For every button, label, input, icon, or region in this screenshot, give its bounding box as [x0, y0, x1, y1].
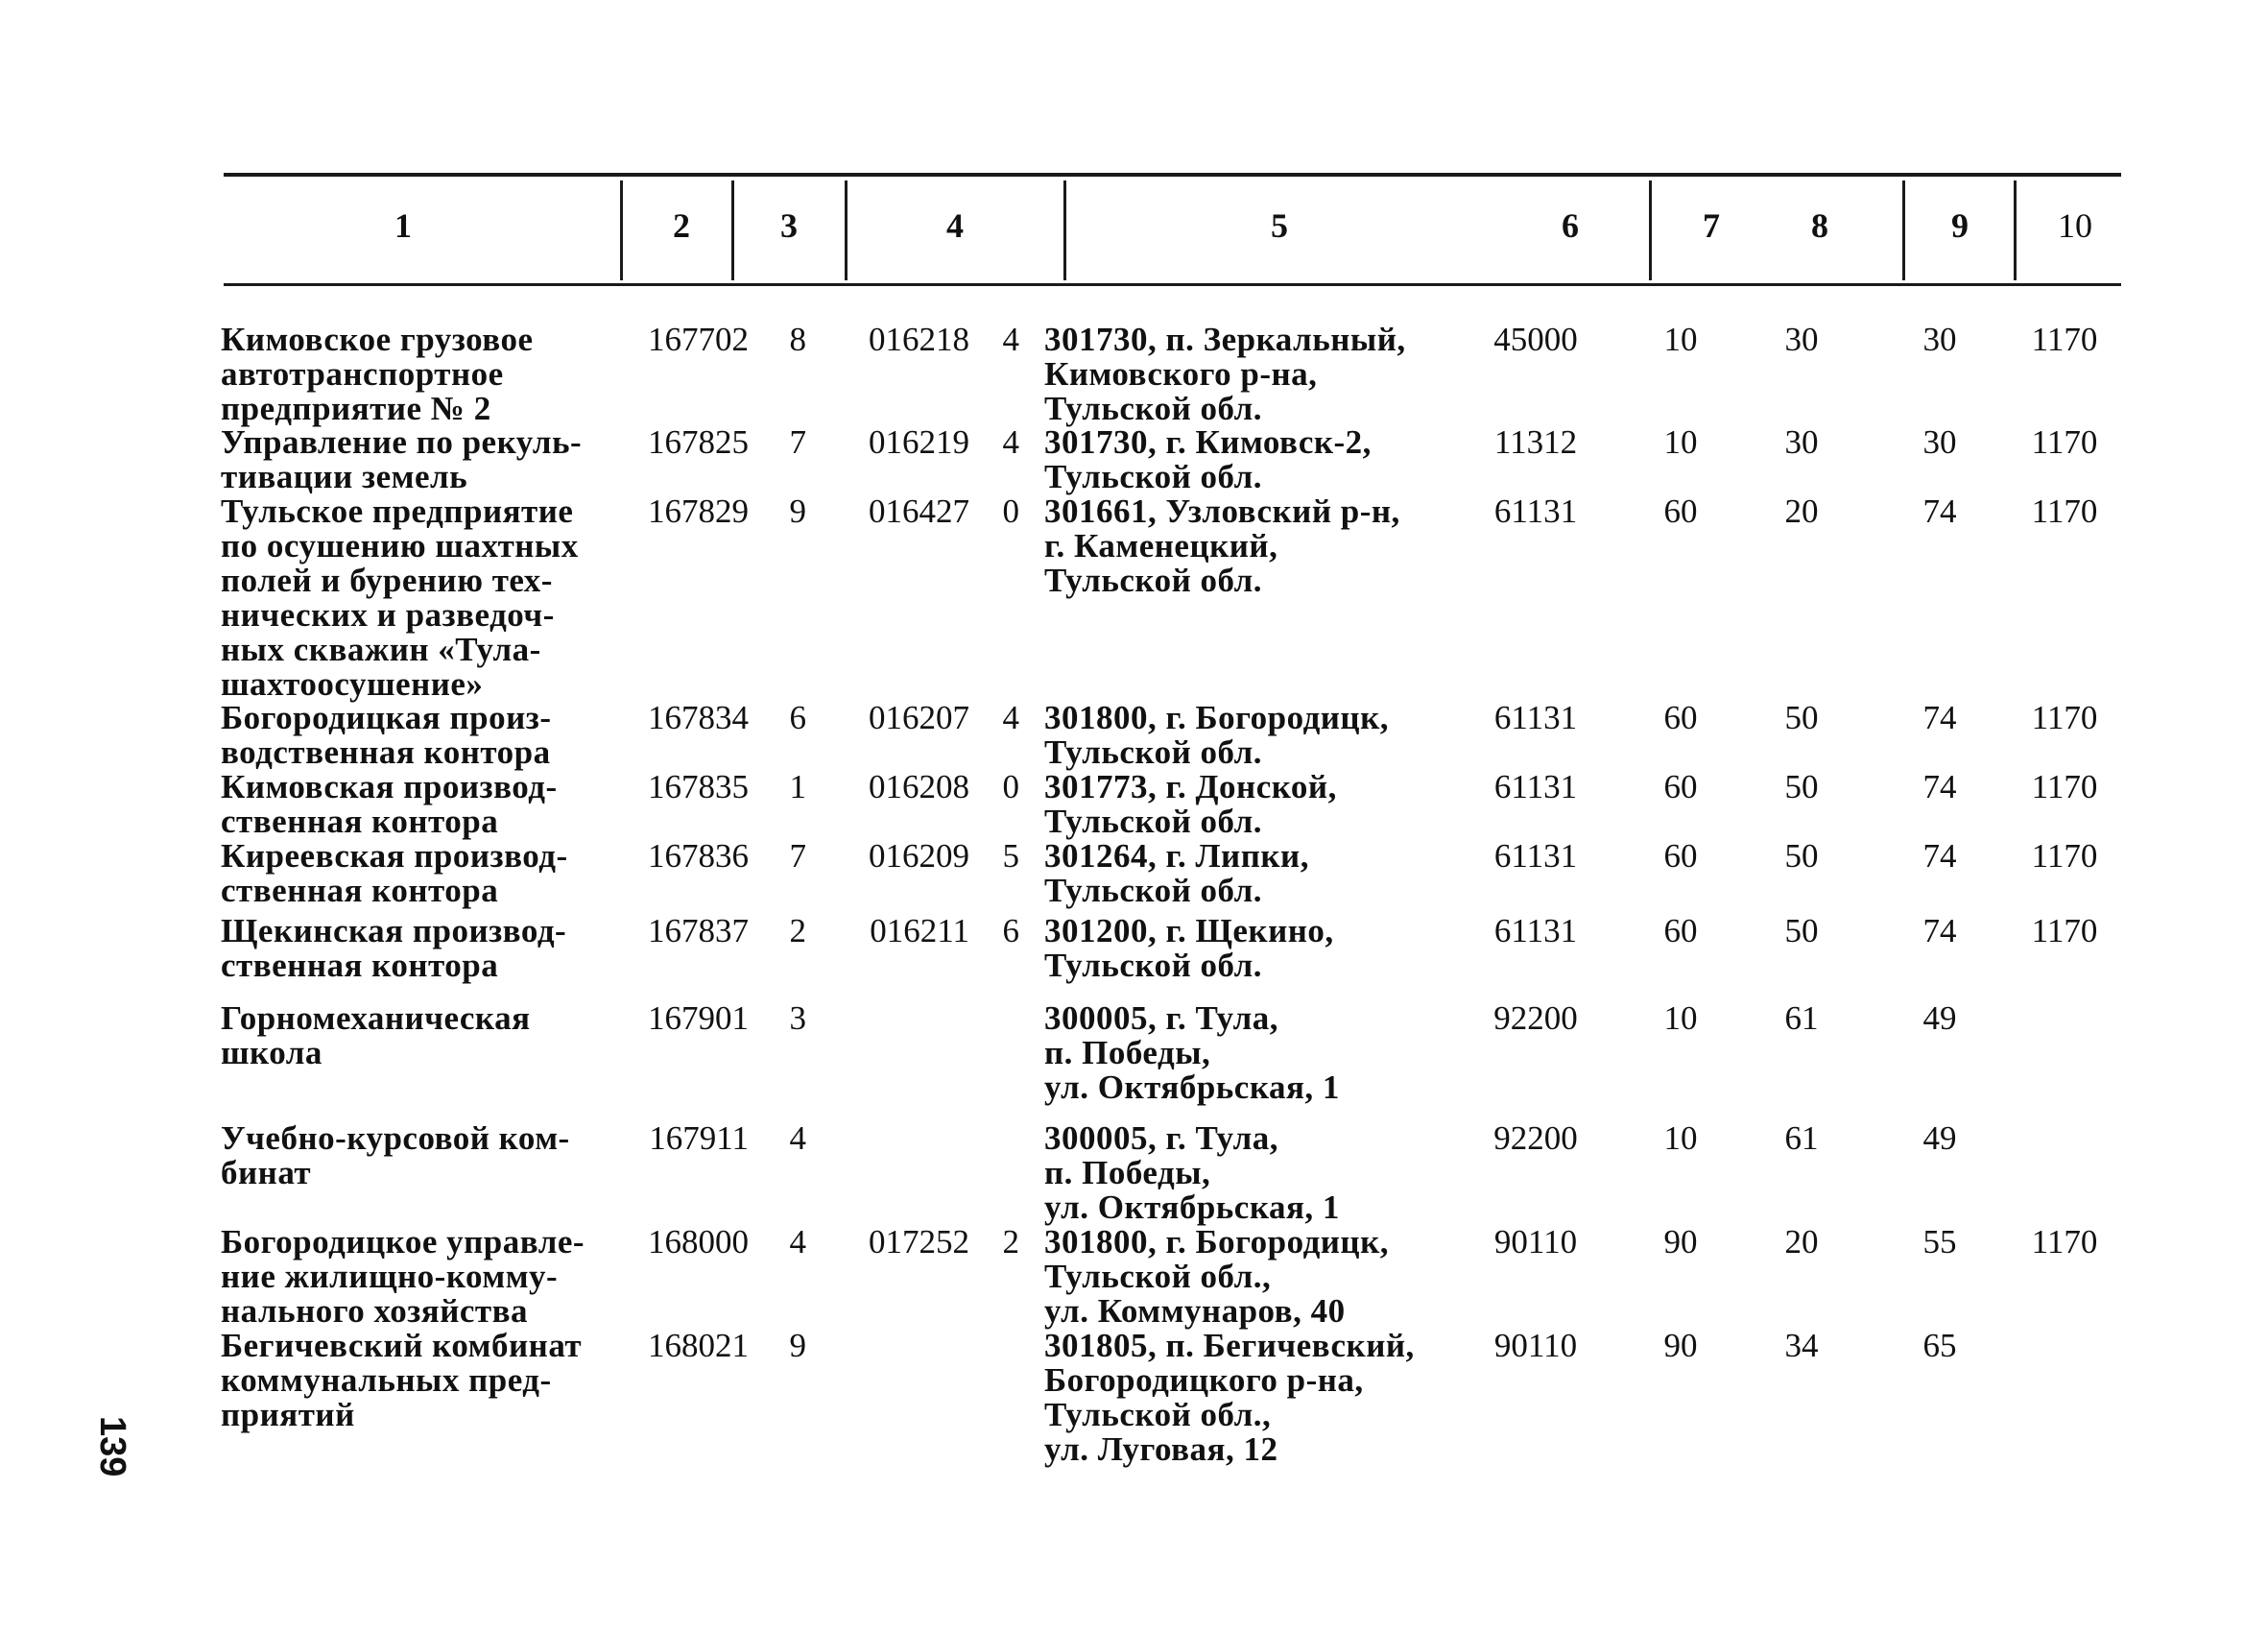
header-col-8: 8: [1811, 206, 1828, 245]
org-address: 300005, г. Тула, п. Победы, ул. Октябрьская, 1: [1044, 1119, 1340, 1226]
col-7-value: 10: [1663, 999, 1698, 1037]
col-7-value: 60: [1663, 768, 1698, 805]
col-7-value: 10: [1663, 1119, 1698, 1157]
col-9-value: 74: [1922, 492, 1957, 530]
org-check-digit: 9: [789, 1327, 806, 1364]
col-6-value: 61131: [1493, 837, 1578, 875]
org-code: 168021: [648, 1327, 749, 1364]
col-9-value: 65: [1922, 1327, 1957, 1364]
column-divider: [1902, 180, 1905, 280]
col-9-value: 49: [1922, 1119, 1957, 1157]
col-7-value: 60: [1663, 699, 1698, 736]
col-9-value: 74: [1922, 768, 1957, 805]
col-8-value: 61: [1784, 999, 1819, 1037]
org-code: 167911: [649, 1119, 749, 1157]
col-6-value: 61131: [1493, 492, 1578, 530]
okonh-code: 016209: [869, 837, 969, 875]
page-number: 139: [92, 1416, 132, 1477]
col-7-value: 90: [1663, 1327, 1698, 1364]
col-8-value: 20: [1784, 1223, 1819, 1261]
col-6-value: 92200: [1493, 1119, 1578, 1157]
org-address: 301800, г. Богородицк, Тульской обл., ул. Коммунаров, 40: [1044, 1223, 1390, 1330]
col-8-value: 50: [1784, 912, 1819, 949]
col-8-value: 30: [1784, 423, 1819, 461]
col-8-value: 34: [1784, 1327, 1819, 1364]
okonh-code: 016211: [870, 912, 969, 949]
col-7-value: 60: [1663, 837, 1698, 875]
org-check-digit: 1: [789, 768, 806, 805]
org-name: Кимовская производ- ственная контора: [221, 768, 558, 840]
okonh-code: 016208: [869, 768, 969, 805]
header-col-10: 10: [2058, 206, 2092, 245]
org-code: 167834: [648, 699, 749, 736]
org-address: 301661, Узловский р-н, г. Каменецкий, Тульской обл.: [1044, 492, 1400, 599]
column-divider: [620, 180, 623, 280]
org-code: 167901: [648, 999, 749, 1037]
col-6-value: 90110: [1493, 1327, 1578, 1364]
org-code: 168000: [648, 1223, 749, 1261]
header-col-7: 7: [1703, 206, 1720, 245]
org-check-digit: 4: [789, 1223, 806, 1261]
okonh-code: 017252: [869, 1223, 969, 1261]
org-check-digit: 2: [789, 912, 806, 949]
okonh-check-digit: 0: [1002, 768, 1019, 805]
col-9-value: 74: [1922, 837, 1957, 875]
org-name: Бегичевский комбинат коммунальных пред- приятий: [221, 1327, 583, 1433]
org-check-digit: 7: [789, 423, 806, 461]
org-code: 167837: [648, 912, 749, 949]
org-name: Богородицкое управле- ние жилищно-комму- нального хозяйства: [221, 1223, 585, 1330]
okonh-check-digit: 5: [1002, 837, 1019, 875]
column-divider: [845, 180, 848, 280]
org-address: 301730, п. Зеркальный, Кимовского р-на, Тульской обл.: [1044, 321, 1406, 427]
col-7-value: 10: [1663, 423, 1698, 461]
okonh-code: 016219: [869, 423, 969, 461]
col-9-value: 74: [1922, 699, 1957, 736]
okonh-check-digit: 4: [1002, 699, 1019, 736]
okonh-code: 016427: [869, 492, 969, 530]
org-name: Богородицкая произ- водственная контора: [221, 699, 552, 771]
org-code: 167702: [648, 321, 749, 358]
col-9-value: 55: [1922, 1223, 1957, 1261]
okonh-code: 016218: [869, 321, 969, 358]
header-col-2: 2: [673, 206, 690, 245]
okonh-check-digit: 0: [1002, 492, 1019, 530]
header-col-1: 1: [394, 206, 412, 245]
column-divider: [1649, 180, 1652, 280]
org-address: 301264, г. Липки, Тульской обл.: [1044, 837, 1309, 909]
org-check-digit: 3: [789, 999, 806, 1037]
header-bottom-rule: [224, 283, 2121, 286]
col-9-value: 49: [1922, 999, 1957, 1037]
col-7-value: 90: [1663, 1223, 1698, 1261]
header-col-5: 5: [1271, 206, 1288, 245]
col-6-value: 90110: [1493, 1223, 1578, 1261]
col-7-value: 60: [1663, 912, 1698, 949]
col-9-value: 30: [1922, 321, 1957, 358]
org-code: 167825: [648, 423, 749, 461]
okonh-check-digit: 4: [1002, 321, 1019, 358]
col-9-value: 74: [1922, 912, 1957, 949]
col-10-value: 1170: [2031, 837, 2098, 875]
header-col-9: 9: [1951, 206, 1969, 245]
col-8-value: 50: [1784, 837, 1819, 875]
column-divider: [2014, 180, 2017, 280]
col-8-value: 50: [1784, 768, 1819, 805]
org-name: Щекинская производ- ственная контора: [221, 912, 567, 984]
header-col-3: 3: [780, 206, 798, 245]
org-name: Управление по рекуль- тивации земель: [221, 423, 583, 495]
org-name: Горномеханическая школа: [221, 999, 531, 1071]
col-8-value: 61: [1784, 1119, 1819, 1157]
org-address: 301730, г. Кимовск-2, Тульской обл.: [1044, 423, 1372, 495]
col-8-value: 30: [1784, 321, 1819, 358]
org-address: 301200, г. Щекино, Тульской обл.: [1044, 912, 1334, 984]
col-8-value: 50: [1784, 699, 1819, 736]
col-10-value: 1170: [2031, 699, 2098, 736]
okonh-check-digit: 6: [1002, 912, 1019, 949]
col-6-value: 61131: [1493, 912, 1578, 949]
org-address: 301773, г. Донской, Тульской обл.: [1044, 768, 1337, 840]
col-10-value: 1170: [2031, 321, 2098, 358]
org-code: 167829: [648, 492, 749, 530]
col-10-value: 1170: [2031, 423, 2098, 461]
col-6-value: 61131: [1493, 699, 1578, 736]
col-8-value: 20: [1784, 492, 1819, 530]
col-10-value: 1170: [2031, 1223, 2098, 1261]
col-6-value: 45000: [1493, 321, 1578, 358]
org-name: Киреевская производ- ственная контора: [221, 837, 568, 909]
col-10-value: 1170: [2031, 768, 2098, 805]
org-address: 300005, г. Тула, п. Победы, ул. Октябрьская, 1: [1044, 999, 1340, 1106]
table-top-rule: [224, 173, 2121, 177]
okonh-code: 016207: [869, 699, 969, 736]
org-address: 301805, п. Бегичевский, Богородицкого р-на, Тульской обл., ул. Луговая, 12: [1044, 1327, 1415, 1468]
org-check-digit: 8: [789, 321, 806, 358]
org-address: 301800, г. Богородицк, Тульской обл.: [1044, 699, 1390, 771]
column-divider: [1063, 180, 1066, 280]
okonh-check-digit: 4: [1002, 423, 1019, 461]
col-7-value: 60: [1663, 492, 1698, 530]
header-col-6: 6: [1562, 206, 1579, 245]
col-6-value: 11312: [1493, 423, 1578, 461]
org-code: 167835: [648, 768, 749, 805]
org-check-digit: 7: [789, 837, 806, 875]
org-check-digit: 4: [789, 1119, 806, 1157]
okonh-check-digit: 2: [1002, 1223, 1019, 1261]
org-name: Тульское предприятие по осушению шахтных полей и бурению тех- нических и разведоч- ных скважин «Тула- шахтоосушение»: [221, 492, 579, 703]
org-check-digit: 6: [789, 699, 806, 736]
column-divider: [731, 180, 734, 280]
col-6-value: 92200: [1493, 999, 1578, 1037]
col-9-value: 30: [1922, 423, 1957, 461]
org-code: 167836: [648, 837, 749, 875]
header-col-4: 4: [946, 206, 964, 245]
org-name: Учебно-курсовой ком- бинат: [221, 1119, 570, 1191]
col-7-value: 10: [1663, 321, 1698, 358]
col-10-value: 1170: [2031, 492, 2098, 530]
org-name: Кимовское грузовое автотранспортное предприятие № 2: [221, 321, 534, 427]
col-10-value: 1170: [2031, 912, 2098, 949]
org-check-digit: 9: [789, 492, 806, 530]
col-6-value: 61131: [1493, 768, 1578, 805]
